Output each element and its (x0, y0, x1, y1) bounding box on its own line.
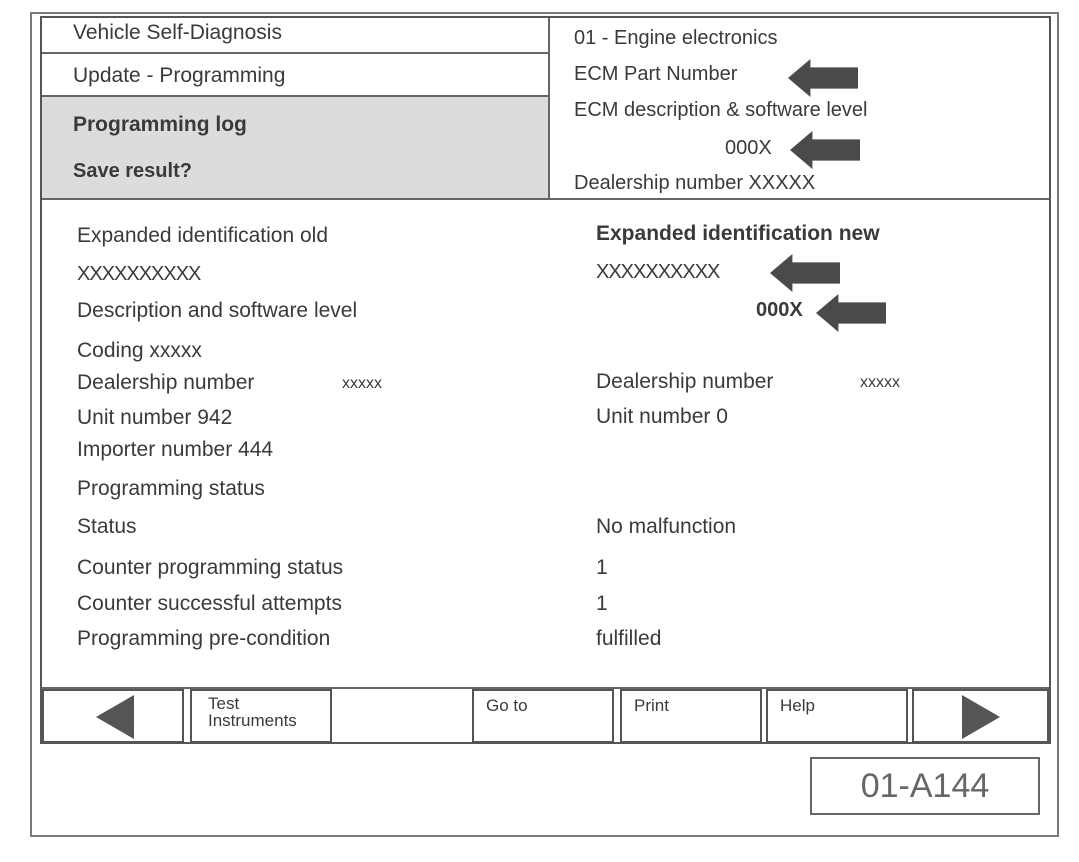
app-title: Vehicle Self-Diagnosis (73, 21, 282, 44)
triangle-right-icon (962, 695, 1000, 739)
test-instruments-label (208, 695, 297, 729)
back-button[interactable] (42, 689, 184, 743)
header-divider (548, 18, 550, 200)
dealership-old-value: xxxxx (342, 375, 382, 392)
header-bottom-line (42, 198, 1049, 200)
forward-button[interactable] (912, 689, 1049, 743)
test-instruments-button[interactable] (190, 689, 332, 743)
exp-id-new-label: Expanded identification new (596, 222, 880, 245)
help-label: Help (780, 696, 815, 715)
header-row-line-2 (42, 95, 548, 97)
dealership-new-label: Dealership number (596, 370, 774, 393)
header-dealership-number: Dealership number XXXXX (574, 172, 816, 194)
exp-id-old-value: XXXXXXXXXX (77, 263, 201, 285)
desc-sw-label: Description and software level (77, 299, 358, 322)
counter-programming-value: 1 (596, 556, 608, 579)
status-label: Status (77, 515, 137, 538)
help-button[interactable] (766, 689, 908, 743)
test-label-line2: Instruments (208, 711, 297, 730)
unit-number-old: Unit number 942 (77, 406, 233, 429)
print-button[interactable] (620, 689, 762, 743)
exp-id-old-label: Expanded identification old (77, 224, 329, 247)
ecm-description: ECM description & software level (574, 99, 868, 121)
header-row-line-1 (42, 52, 548, 54)
ecm-part-number: ECM Part Number (574, 63, 738, 85)
exp-id-new-value: XXXXXXXXXX (596, 261, 720, 283)
figure-code: 01-A144 (810, 757, 1040, 815)
triangle-left-icon (96, 695, 134, 739)
dealership-new-value: xxxxx (860, 374, 900, 391)
precondition-label: Programming pre-condition (77, 627, 331, 650)
status-value: No malfunction (596, 515, 737, 538)
menu-update-programming[interactable]: Update - Programming (73, 64, 286, 87)
counter-programming-label: Counter programming status (77, 556, 344, 579)
menu-save-result[interactable]: Save result? (73, 160, 192, 182)
counter-success-label: Counter successful attempts (77, 592, 342, 615)
programming-status-heading: Programming status (77, 477, 265, 500)
counter-success-value: 1 (596, 592, 608, 615)
coding-value: Coding xxxxx (77, 339, 202, 362)
test-label-line1: Test (208, 694, 240, 713)
ecm-software-level: 000X (725, 137, 772, 159)
goto-label: Go to (486, 696, 528, 715)
menu-programming-log[interactable]: Programming log (73, 113, 247, 136)
goto-button[interactable] (472, 689, 614, 743)
unit-number-new: Unit number 0 (596, 405, 728, 428)
control-module-title: 01 - Engine electronics (574, 27, 778, 49)
dealership-old-label: Dealership number (77, 371, 255, 394)
print-label: Print (634, 696, 669, 715)
desc-sw-new-value: 000X (756, 299, 803, 321)
precondition-value: fulfilled (596, 627, 662, 650)
importer-number: Importer number 444 (77, 438, 274, 461)
